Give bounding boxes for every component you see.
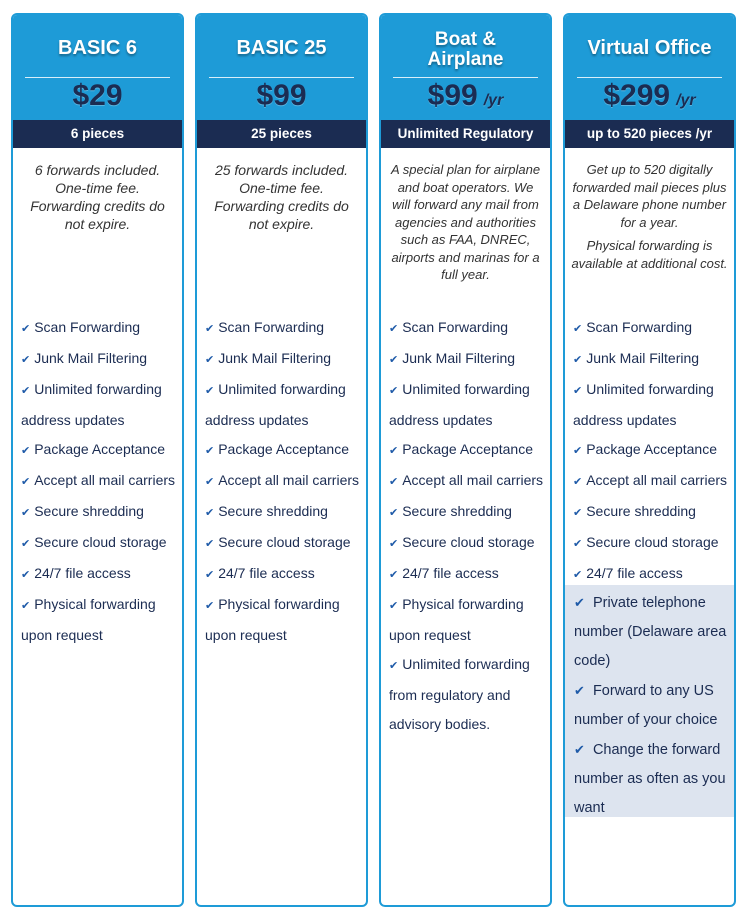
check-icon: ✔ <box>573 445 583 457</box>
check-icon: ✔ <box>389 507 399 519</box>
plan-header <box>13 15 182 120</box>
feature-label: Physical forwarding upon request <box>21 596 156 643</box>
feature-label: Physical forwarding upon request <box>205 596 340 643</box>
check-icon: ✔ <box>573 569 583 581</box>
check-icon: ✔ <box>21 476 31 488</box>
feature-item <box>205 590 362 650</box>
check-icon: ✔ <box>21 385 31 397</box>
check-icon: ✔ <box>389 476 399 488</box>
feature-label: Junk Mail Filtering <box>34 350 148 366</box>
plan-description <box>571 161 728 274</box>
check-icon: ✔ <box>389 538 399 550</box>
feature-label: Private telephone number (Delaware area code) <box>574 595 727 669</box>
feature-label: Unlimited forwarding address updates <box>573 381 714 428</box>
feature-item <box>21 559 178 590</box>
check-icon: ✔ <box>205 476 215 488</box>
feature-item <box>205 528 362 559</box>
description-text: 6 forwards included. One-time fee. Forwarding credits do not expire. <box>30 162 165 232</box>
feature-item <box>205 313 362 344</box>
extra-feature-item <box>574 676 734 735</box>
feature-item <box>573 466 730 497</box>
feature-label: 24/7 file access <box>218 565 315 581</box>
feature-label: Secure cloud storage <box>586 534 719 550</box>
feature-label: Secure cloud storage <box>218 534 351 550</box>
feature-item <box>205 559 362 590</box>
check-icon: ✔ <box>205 354 215 366</box>
check-icon: ✔ <box>205 445 215 457</box>
feature-item <box>389 590 546 650</box>
feature-label: Secure shredding <box>34 503 144 519</box>
plan-description <box>203 161 360 235</box>
check-icon: ✔ <box>21 569 31 581</box>
divider <box>25 77 170 78</box>
feature-item <box>389 497 546 528</box>
feature-label: Unlimited forwarding address updates <box>389 381 530 428</box>
extra-features-panel <box>565 585 734 817</box>
feature-label: Accept all mail carriers <box>34 472 176 488</box>
check-icon: ✔ <box>389 600 399 612</box>
feature-label: Unlimited forwarding address updates <box>205 381 346 428</box>
feature-item <box>205 497 362 528</box>
check-icon: ✔ <box>205 507 215 519</box>
feature-label: Secure shredding <box>586 503 696 519</box>
feature-item <box>389 313 546 344</box>
feature-label: Accept all mail carriers <box>586 472 728 488</box>
feature-item <box>21 528 178 559</box>
price-amount: $299 <box>603 79 671 112</box>
feature-list <box>205 313 362 650</box>
plan-card-virtual-office <box>563 13 736 907</box>
feature-item <box>389 466 546 497</box>
description-text: A special plan for airplane and boat operators. We will forward any mail from agencies and authorities such as FAA, DNREC, airports and marinas for a full year. <box>390 162 541 282</box>
plan-pieces: up to 520 pieces /yr <box>565 120 734 148</box>
plan-pieces: Unlimited Regulatory <box>381 120 550 148</box>
feature-item <box>573 497 730 528</box>
feature-label: Forward to any US number of your choice <box>574 683 718 728</box>
plan-price <box>197 79 366 113</box>
feature-label: Package Acceptance <box>402 441 533 457</box>
check-icon: ✔ <box>573 538 583 550</box>
price-period: /yr <box>483 92 504 109</box>
feature-item <box>573 435 730 466</box>
feature-label: Accept all mail carriers <box>402 472 544 488</box>
feature-item <box>21 590 178 650</box>
feature-item <box>21 344 178 375</box>
check-icon: ✔ <box>573 476 583 488</box>
plan-price <box>565 79 734 113</box>
description-text: Get up to 520 digitally forwarded mail pieces plus a Delaware phone number for a year. <box>572 162 727 230</box>
feature-item <box>21 497 178 528</box>
plan-description <box>19 161 176 235</box>
feature-label: Secure shredding <box>402 503 512 519</box>
check-icon: ✔ <box>21 323 31 335</box>
check-icon: ✔ <box>574 683 585 698</box>
feature-item <box>205 375 362 435</box>
feature-item <box>205 466 362 497</box>
feature-list <box>389 313 546 739</box>
feature-label: Junk Mail Filtering <box>402 350 516 366</box>
feature-label: Junk Mail Filtering <box>218 350 332 366</box>
feature-item <box>389 344 546 375</box>
feature-item <box>389 435 546 466</box>
feature-label: Scan Forwarding <box>218 319 325 335</box>
check-icon: ✔ <box>389 323 399 335</box>
divider <box>209 77 354 78</box>
feature-item <box>389 528 546 559</box>
feature-label: Scan Forwarding <box>402 319 509 335</box>
feature-label: Change the forward number as often as you want <box>574 742 726 816</box>
feature-label: Physical forwarding upon request <box>389 596 524 643</box>
plan-pieces: 25 pieces <box>197 120 366 148</box>
check-icon: ✔ <box>21 354 31 366</box>
feature-list <box>21 313 178 650</box>
check-icon: ✔ <box>21 538 31 550</box>
feature-item <box>205 435 362 466</box>
feature-label: Secure cloud storage <box>402 534 535 550</box>
feature-item <box>573 313 730 344</box>
divider <box>393 77 538 78</box>
plan-pieces: 6 pieces <box>13 120 182 148</box>
feature-label: Junk Mail Filtering <box>586 350 700 366</box>
feature-label: 24/7 file access <box>402 565 499 581</box>
plan-title: BASIC 25 <box>236 37 327 59</box>
extra-feature-item <box>574 588 734 676</box>
check-icon: ✔ <box>205 600 215 612</box>
plan-title: BASIC 6 <box>58 37 137 59</box>
feature-item <box>21 466 178 497</box>
price-amount: $99 <box>256 79 307 112</box>
feature-item <box>573 344 730 375</box>
check-icon: ✔ <box>573 385 583 397</box>
check-icon: ✔ <box>21 445 31 457</box>
plan-title: Boat & Airplane <box>427 29 504 70</box>
feature-item <box>21 375 178 435</box>
plan-card-basic-25 <box>195 13 368 907</box>
feature-item <box>205 344 362 375</box>
check-icon: ✔ <box>573 354 583 366</box>
feature-label: Package Acceptance <box>34 441 165 457</box>
feature-label: 24/7 file access <box>34 565 131 581</box>
check-icon: ✔ <box>389 569 399 581</box>
feature-label: Unlimited forwarding from regulatory and advisory bodies. <box>389 656 530 732</box>
description-text: 25 forwards included. One-time fee. Forwarding credits do not expire. <box>214 162 349 232</box>
plan-header <box>565 15 734 120</box>
check-icon: ✔ <box>389 445 399 457</box>
check-icon: ✔ <box>205 323 215 335</box>
check-icon: ✔ <box>205 385 215 397</box>
feature-item <box>573 528 730 559</box>
feature-item <box>21 313 178 344</box>
price-period: /yr <box>676 92 696 109</box>
feature-item <box>21 435 178 466</box>
feature-label: 24/7 file access <box>586 565 683 581</box>
check-icon: ✔ <box>205 538 215 550</box>
description-text: Physical forwarding is available at additional cost. <box>571 238 728 271</box>
feature-label: Secure shredding <box>218 503 328 519</box>
feature-label: Unlimited forwarding address updates <box>21 381 162 428</box>
feature-label: Package Acceptance <box>586 441 717 457</box>
plan-header <box>381 15 550 120</box>
feature-label: Accept all mail carriers <box>218 472 360 488</box>
check-icon: ✔ <box>573 507 583 519</box>
check-icon: ✔ <box>21 507 31 519</box>
plan-description <box>387 161 544 286</box>
check-icon: ✔ <box>574 595 585 610</box>
feature-label: Scan Forwarding <box>34 319 141 335</box>
feature-item <box>389 375 546 435</box>
plan-header <box>197 15 366 120</box>
feature-label: Secure cloud storage <box>34 534 167 550</box>
feature-list <box>573 313 730 590</box>
check-icon: ✔ <box>389 660 399 672</box>
plan-title: Virtual Office <box>587 37 712 59</box>
plan-price <box>13 79 182 113</box>
check-icon: ✔ <box>389 354 399 366</box>
feature-label: Scan Forwarding <box>586 319 693 335</box>
feature-label: Package Acceptance <box>218 441 349 457</box>
check-icon: ✔ <box>573 323 583 335</box>
feature-item <box>573 375 730 435</box>
extra-feature-list <box>565 588 734 823</box>
extra-feature-item <box>574 735 734 823</box>
price-amount: $29 <box>72 79 123 112</box>
check-icon: ✔ <box>389 385 399 397</box>
plan-card-basic-6 <box>11 13 184 907</box>
divider <box>577 77 722 78</box>
plan-price <box>381 79 550 113</box>
feature-item <box>389 650 546 739</box>
check-icon: ✔ <box>205 569 215 581</box>
feature-item <box>389 559 546 590</box>
check-icon: ✔ <box>21 600 31 612</box>
price-amount: $99 <box>427 79 478 112</box>
check-icon: ✔ <box>574 742 585 757</box>
plan-card-boat-airplane <box>379 13 552 907</box>
